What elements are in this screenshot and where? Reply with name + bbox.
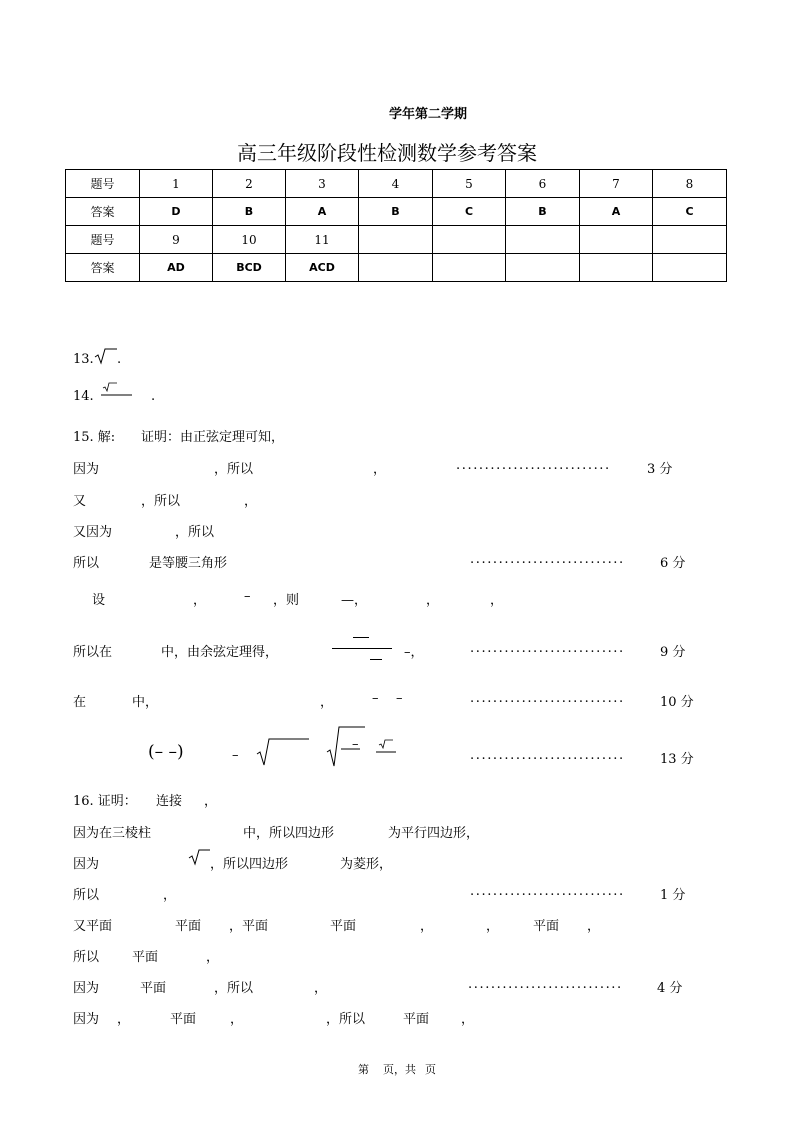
- table-cell: BCD: [213, 254, 286, 282]
- footer-page-label: 第: [358, 1063, 369, 1076]
- table-cell: C: [653, 198, 727, 226]
- text: 平面: [140, 981, 167, 996]
- text: ，: [490, 593, 504, 608]
- table-cell: 10: [213, 226, 286, 254]
- text: 因为: [73, 857, 100, 872]
- text: ，: [230, 1012, 244, 1027]
- table-cell: [653, 226, 727, 254]
- text: ，: [420, 919, 434, 934]
- score: 6 分: [660, 556, 686, 571]
- text: –，: [404, 645, 424, 660]
- text: ，: [244, 494, 258, 509]
- text: ，所以: [175, 525, 215, 540]
- score-leader: ...........................: [470, 552, 625, 567]
- text: ，则: [273, 593, 300, 608]
- text: 所以: [73, 556, 100, 571]
- text: ，: [314, 981, 328, 996]
- text: ，: [117, 1012, 131, 1027]
- text: ，: [373, 462, 387, 477]
- text: 所以: [73, 888, 100, 903]
- score-leader: ...........................: [456, 458, 611, 473]
- text: —，: [341, 593, 368, 608]
- row-header-cell: 答案: [66, 198, 140, 226]
- table-cell: [653, 254, 727, 282]
- text: 为菱形，: [340, 857, 393, 872]
- table-cell: [506, 254, 580, 282]
- text: ，所以: [141, 494, 181, 509]
- text: 又因为: [73, 525, 113, 540]
- score-leader: ...........................: [470, 641, 625, 656]
- row-header-cell: 题号: [66, 170, 140, 198]
- fraction-bar: [353, 637, 369, 638]
- table-cell: C: [433, 198, 506, 226]
- table-cell: D: [140, 198, 213, 226]
- table-cell: [433, 254, 506, 282]
- row-header-cell: 答案: [66, 254, 140, 282]
- sqrt-symbol: [188, 847, 212, 867]
- footer-page-label: 页: [425, 1063, 436, 1076]
- table-cell: 7: [580, 170, 653, 198]
- table-row: [66, 170, 727, 198]
- sqrt-symbol: [256, 734, 310, 768]
- text: 又: [73, 494, 87, 509]
- table-cell: [359, 226, 433, 254]
- table-cell: 5: [433, 170, 506, 198]
- q13-number: 13.: [73, 352, 94, 367]
- text: 设: [92, 593, 106, 608]
- table-cell: A: [286, 198, 359, 226]
- q14-end: .: [151, 389, 156, 404]
- text: ，: [426, 593, 440, 608]
- text: ，平面: [229, 919, 269, 934]
- text: 平面: [533, 919, 560, 934]
- text: 中，由余弦定理得，: [161, 645, 279, 660]
- text: ，: [587, 919, 601, 934]
- text: 因为在三棱柱: [73, 826, 152, 841]
- sqrt-symbol: [326, 724, 366, 770]
- table-row: [66, 198, 727, 226]
- q15-proof: 证明：由正弦定理可知，: [141, 430, 285, 445]
- score: 4 分: [657, 981, 683, 996]
- text: ，: [461, 1012, 475, 1027]
- text: ，: [204, 794, 218, 809]
- text: 所以在: [73, 645, 113, 660]
- table-cell: [580, 254, 653, 282]
- fraction-sqrt: [100, 381, 134, 401]
- table-cell: 1: [140, 170, 213, 198]
- text: 平面: [330, 919, 357, 934]
- table-cell: 6: [506, 170, 580, 198]
- page-title: 高三年级阶段性检测数学参考答案: [237, 141, 537, 165]
- table-cell: 11: [286, 226, 359, 254]
- semester-subtitle: 学年第二学期: [389, 107, 468, 122]
- table-cell: AD: [140, 254, 213, 282]
- table-cell: 2: [213, 170, 286, 198]
- text: 平面: [403, 1012, 430, 1027]
- table-cell: B: [213, 198, 286, 226]
- text: 是等腰三角形: [149, 556, 228, 571]
- footer-page-label: 页，共: [383, 1063, 416, 1076]
- text: 中，: [132, 695, 159, 710]
- text: 连接: [156, 794, 183, 809]
- text: ，: [206, 950, 220, 965]
- score: 9 分: [660, 645, 686, 660]
- table-cell: 3: [286, 170, 359, 198]
- fraction-bar: [370, 659, 382, 660]
- text: ，: [320, 695, 334, 710]
- score-leader: ...........................: [470, 691, 625, 706]
- table-row: [66, 254, 727, 282]
- text: 因为: [73, 1012, 100, 1027]
- text: 为平行四边形，: [388, 826, 480, 841]
- fraction-bar: [332, 648, 392, 649]
- text: 中，所以四边形: [243, 826, 335, 841]
- score: 1 分: [660, 888, 686, 903]
- table-cell: B: [506, 198, 580, 226]
- text: –: [232, 748, 239, 763]
- text: ，所以: [214, 462, 254, 477]
- text: –: [352, 737, 359, 752]
- score: 3 分: [647, 462, 673, 477]
- text: 平面: [170, 1012, 197, 1027]
- score: 10 分: [660, 695, 694, 710]
- text: ，: [193, 593, 207, 608]
- text: 所以: [73, 950, 100, 965]
- text: ，: [486, 919, 500, 934]
- table-cell: [580, 226, 653, 254]
- score-leader: ...........................: [470, 884, 625, 899]
- table-cell: [359, 254, 433, 282]
- text: –: [396, 691, 403, 706]
- q14-number: 14.: [73, 389, 94, 404]
- table-cell: [433, 226, 506, 254]
- text: 因为: [73, 981, 100, 996]
- text: 因为: [73, 462, 100, 477]
- table-cell: 4: [359, 170, 433, 198]
- score: 13 分: [660, 752, 694, 767]
- text: –: [244, 589, 251, 604]
- q15-heading: 15. 解:: [73, 430, 116, 445]
- fraction-sqrt: [374, 738, 398, 762]
- table-cell: A: [580, 198, 653, 226]
- table-cell: ACD: [286, 254, 359, 282]
- text: 平面: [175, 919, 202, 934]
- score-leader: ...........................: [470, 748, 625, 763]
- q16-heading: 16. 证明：: [73, 794, 137, 809]
- score-leader: ...........................: [468, 977, 623, 992]
- text: –: [372, 691, 379, 706]
- text: ，: [163, 888, 177, 903]
- text: 平面: [132, 950, 159, 965]
- q13-end: .: [117, 352, 122, 367]
- table-cell: 8: [653, 170, 727, 198]
- text: ，所以: [326, 1012, 366, 1027]
- text: 又平面: [73, 919, 113, 934]
- answer-table: [65, 169, 727, 282]
- table-cell: [506, 226, 580, 254]
- text: (– –): [148, 742, 184, 762]
- text: ，所以四边形: [210, 857, 289, 872]
- table-cell: B: [359, 198, 433, 226]
- text: 在: [73, 695, 87, 710]
- row-header-cell: 题号: [66, 226, 140, 254]
- table-cell: 9: [140, 226, 213, 254]
- text: ，所以: [214, 981, 254, 996]
- table-row: [66, 226, 727, 254]
- sqrt-symbol: [94, 346, 118, 366]
